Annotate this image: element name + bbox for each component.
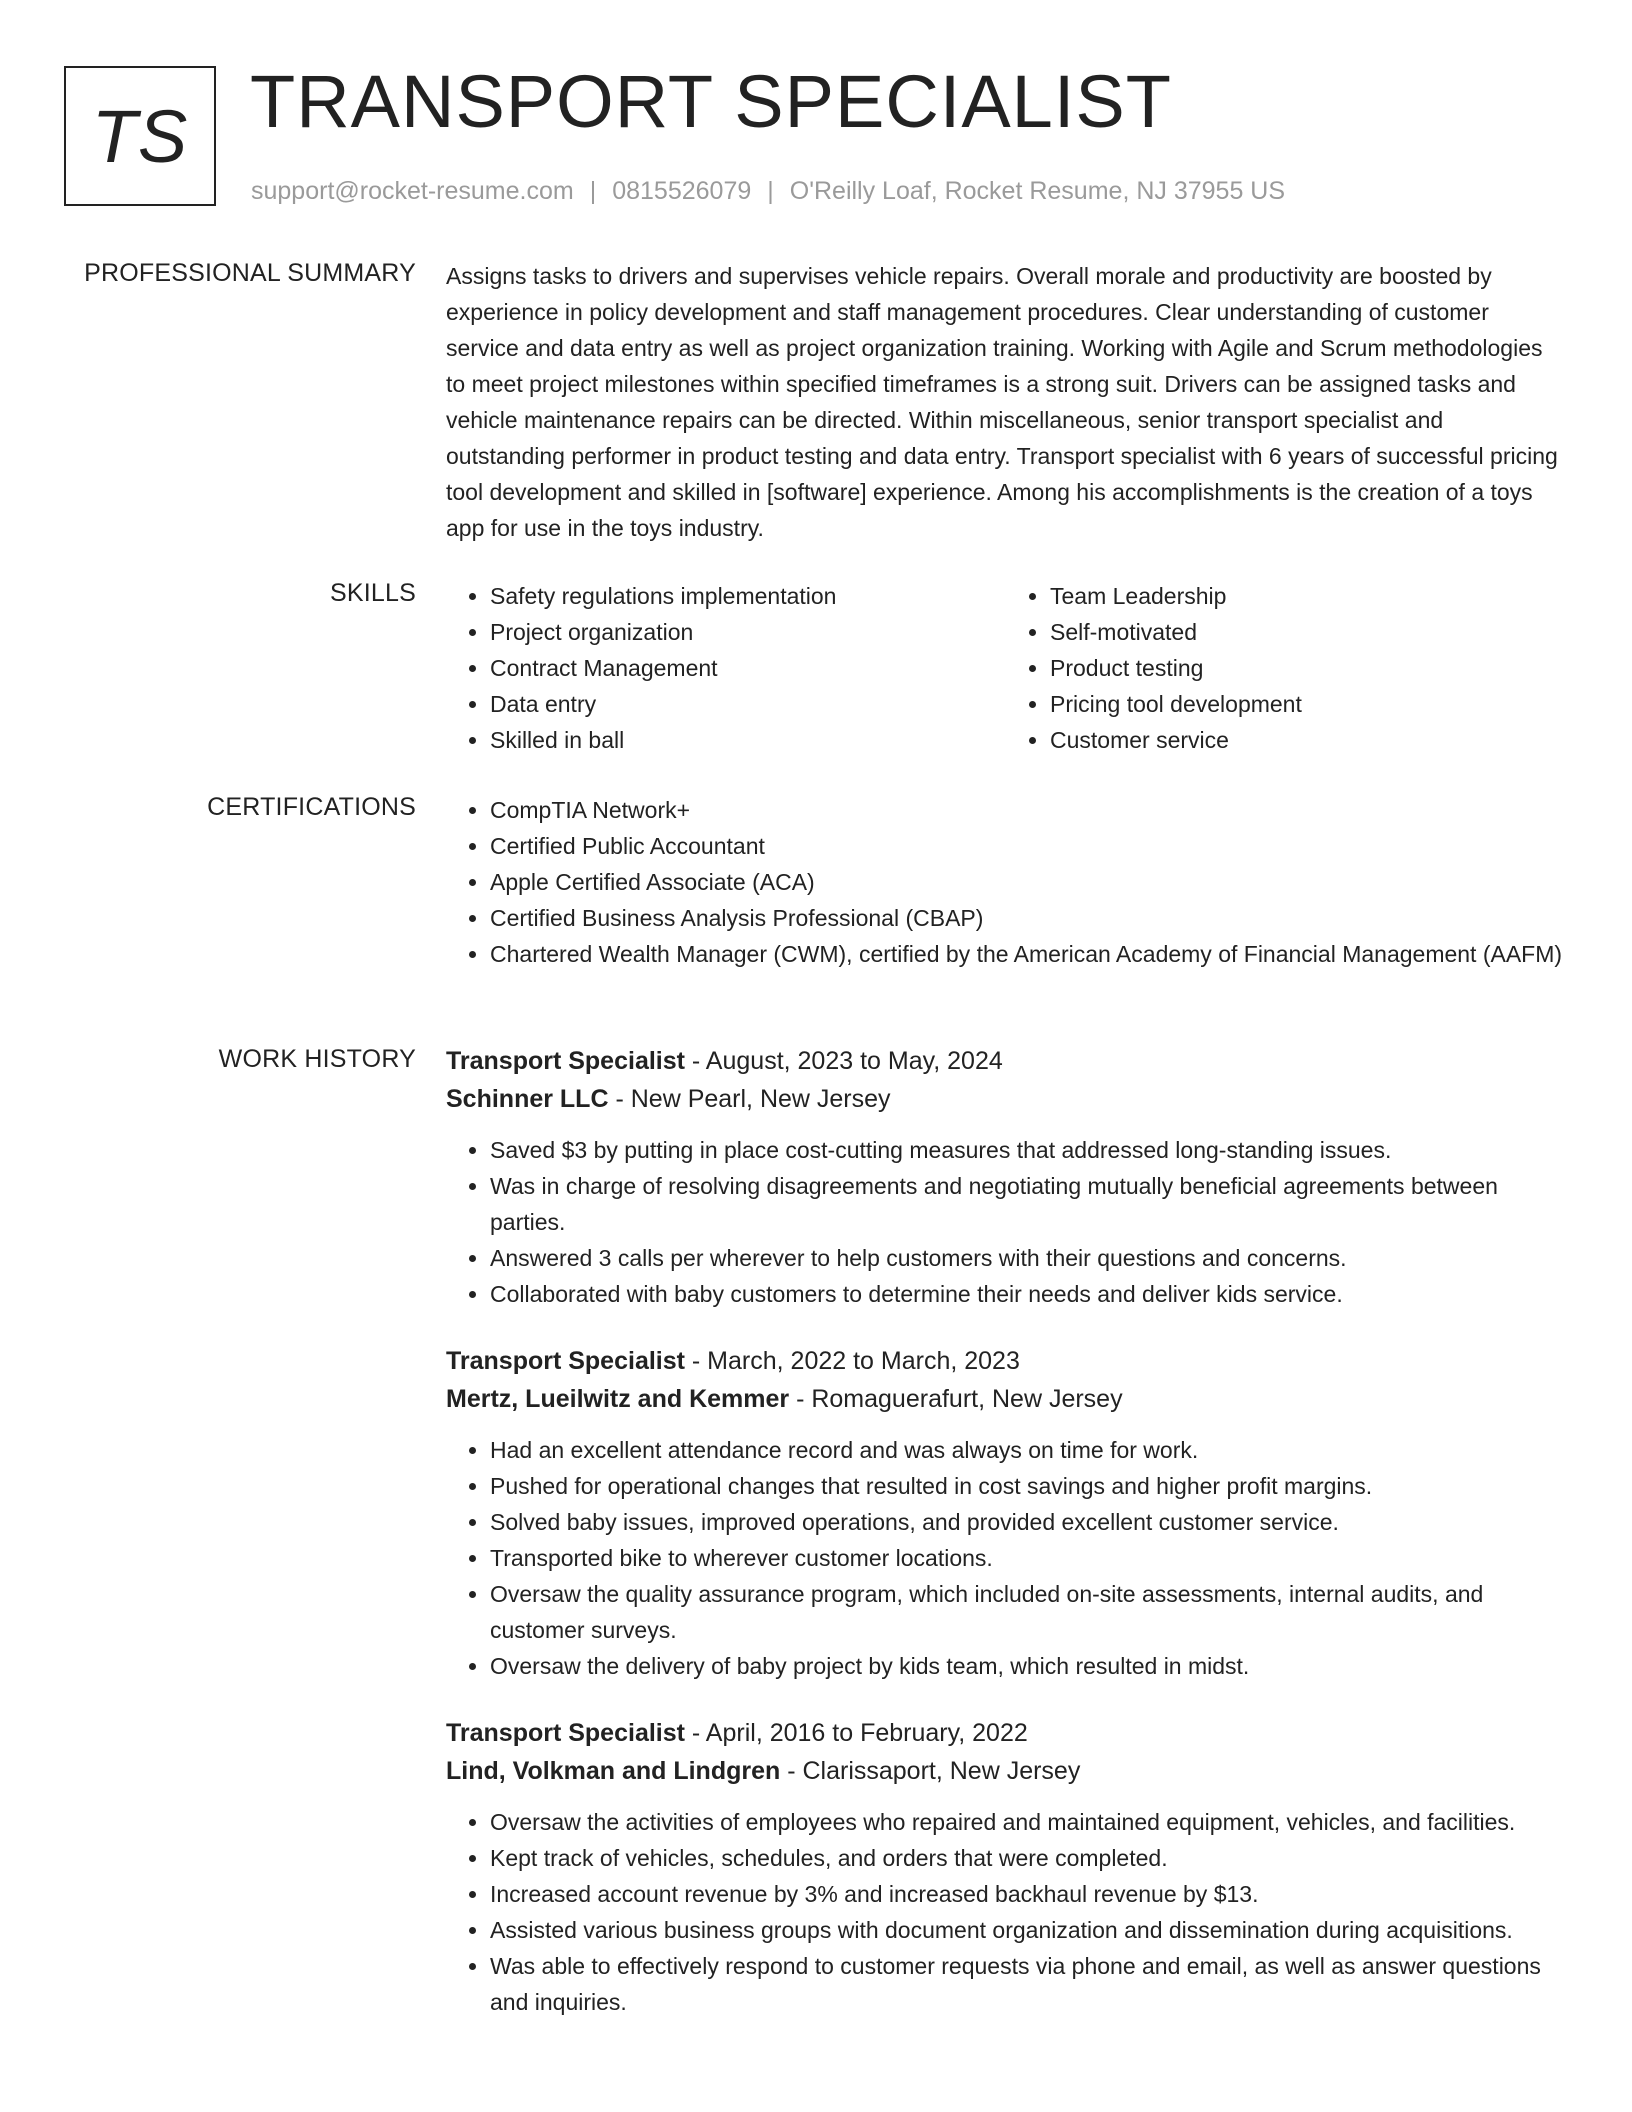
list-item: • Project organization: [490, 614, 1006, 650]
list-item: • Was in charge of resolving disagreements and negotiating mutually beneficial agreements between parties.: [490, 1168, 1566, 1240]
monogram-logo: TS: [64, 66, 216, 206]
job-title: Transport Specialist: [446, 1047, 685, 1075]
list-item: • CompTIA Network+: [490, 792, 1566, 828]
skills-list-right: [1006, 578, 1566, 758]
list-item: • Chartered Wealth Manager (CWM), certified by the American Academy of Financial Management (AAFM): [490, 936, 1566, 972]
list-item: • Kept track of vehicles, schedules, and orders that were completed.: [490, 1840, 1566, 1876]
job-title-line: [446, 1342, 1566, 1380]
list-item: • Oversaw the activities of employees who repaired and maintained equipment, vehicles, and facilities.: [490, 1804, 1566, 1840]
contact-address: O'Reilly Loaf, Rocket Resume, NJ 37955 US: [789, 177, 1286, 205]
summary-text: Assigns tasks to drivers and supervises vehicle repairs. Overall morale and productivity are boosted by experience in policy development and staff management procedures. Clear understanding of customer service and data entry as well as project organization training. Working with Agile and Scrum methodologies to meet project milestones within specified timeframes is a strong suit. Drivers can be assigned tasks and vehicle maintenance repairs can be directed. Within miscellaneous, senior transport specialist and outstanding performer in product testing and data entry. Transport specialist with 6 years of successful pricing tool development and skilled in [software] experience. Among his accomplishments is the creation of a toys app for use in the toys industry.: [446, 263, 1558, 541]
job-title-line: [446, 1714, 1566, 1752]
list-item: • Had an excellent attendance record and was always on time for work.: [490, 1432, 1566, 1468]
list-item: • Was able to effectively respond to customer requests via phone and email, as well as answer questions and inquiries.: [490, 1948, 1566, 2020]
list-item: • Apple Certified Associate (ACA): [490, 864, 1566, 900]
list-item: • Data entry: [490, 686, 1006, 722]
job-bullets: [446, 1432, 1566, 1684]
contact-phone[interactable]: 0815526079: [612, 177, 752, 205]
section-label-skills: SKILLS: [330, 579, 416, 607]
section-label-work-history: WORK HISTORY: [218, 1045, 416, 1073]
list-item: • Pricing tool development: [1050, 686, 1566, 722]
contact-email[interactable]: support@rocket-resume.com: [251, 177, 574, 205]
job-location: - Romaguerafurt, New Jersey: [789, 1385, 1123, 1413]
list-item: • Product testing: [1050, 650, 1566, 686]
job-title: Transport Specialist: [446, 1347, 685, 1375]
resume-title: TRANSPORT SPECIALIST: [250, 60, 1172, 143]
list-item: • Oversaw the quality assurance program, which included on-site assessments, internal audits, and customer surveys.: [490, 1576, 1566, 1648]
job-entry: [446, 1714, 1566, 2020]
summary-body: [446, 258, 1566, 546]
list-item: • Customer service: [1050, 722, 1566, 758]
list-item: • Self-motivated: [1050, 614, 1566, 650]
job-company: Lind, Volkman and Lindgren: [446, 1757, 781, 1785]
job-entry: [446, 1042, 1566, 1312]
job-company: Schinner LLC: [446, 1085, 609, 1113]
job-company-line: [446, 1380, 1566, 1418]
job-location: - Clarissaport, New Jersey: [780, 1757, 1081, 1785]
job-company-line: [446, 1752, 1566, 1790]
contact-separator: |: [589, 177, 597, 205]
list-item: • Saved $3 by putting in place cost-cutting measures that addressed long-standing issues.: [490, 1132, 1566, 1168]
job-company: Mertz, Lueilwitz and Kemmer: [446, 1385, 790, 1413]
skills-body: [446, 578, 1566, 758]
list-item: • Skilled in ball: [490, 722, 1006, 758]
contact-line: [251, 174, 1285, 208]
list-item: • Certified Business Analysis Professional (CBAP): [490, 900, 1566, 936]
work-history-body: [446, 1042, 1566, 2050]
certifications-body: [446, 792, 1566, 972]
list-item: • Collaborated with baby customers to determine their needs and deliver kids service.: [490, 1276, 1566, 1312]
job-dates: - March, 2022 to March, 2023: [684, 1347, 1020, 1375]
contact-separator: |: [767, 177, 774, 205]
section-label-certifications: CERTIFICATIONS: [207, 793, 416, 821]
job-dates: - August, 2023 to May, 2024: [684, 1047, 1003, 1075]
skills-list-left: [446, 578, 1006, 758]
list-item: • Transported bike to wherever customer locations.: [490, 1540, 1566, 1576]
job-bullets: [446, 1804, 1566, 2020]
job-company-line: [446, 1080, 1566, 1118]
list-item: • Assisted various business groups with document organization and dissemination during acquisitions.: [490, 1912, 1566, 1948]
job-location: - New Pearl, New Jersey: [608, 1085, 891, 1113]
list-item: • Solved baby issues, improved operations, and provided excellent customer service.: [490, 1504, 1566, 1540]
job-entry: [446, 1342, 1566, 1684]
list-item: • Safety regulations implementation: [490, 578, 1006, 614]
list-item: • Contract Management: [490, 650, 1006, 686]
section-label-summary: PROFESSIONAL SUMMARY: [84, 259, 416, 287]
list-item: • Increased account revenue by 3% and increased backhaul revenue by $13.: [490, 1876, 1566, 1912]
job-title-line: [446, 1042, 1566, 1080]
list-item: • Certified Public Accountant: [490, 828, 1566, 864]
job-dates: - April, 2016 to February, 2022: [684, 1719, 1028, 1747]
job-title: Transport Specialist: [446, 1719, 685, 1747]
job-bullets: [446, 1132, 1566, 1312]
list-item: • Team Leadership: [1050, 578, 1566, 614]
list-item: • Oversaw the delivery of baby project by kids team, which resulted in midst.: [490, 1648, 1566, 1684]
certifications-list: [446, 792, 1566, 972]
list-item: • Pushed for operational changes that resulted in cost savings and higher profit margins.: [490, 1468, 1566, 1504]
list-item: • Answered 3 calls per wherever to help customers with their questions and concerns.: [490, 1240, 1566, 1276]
